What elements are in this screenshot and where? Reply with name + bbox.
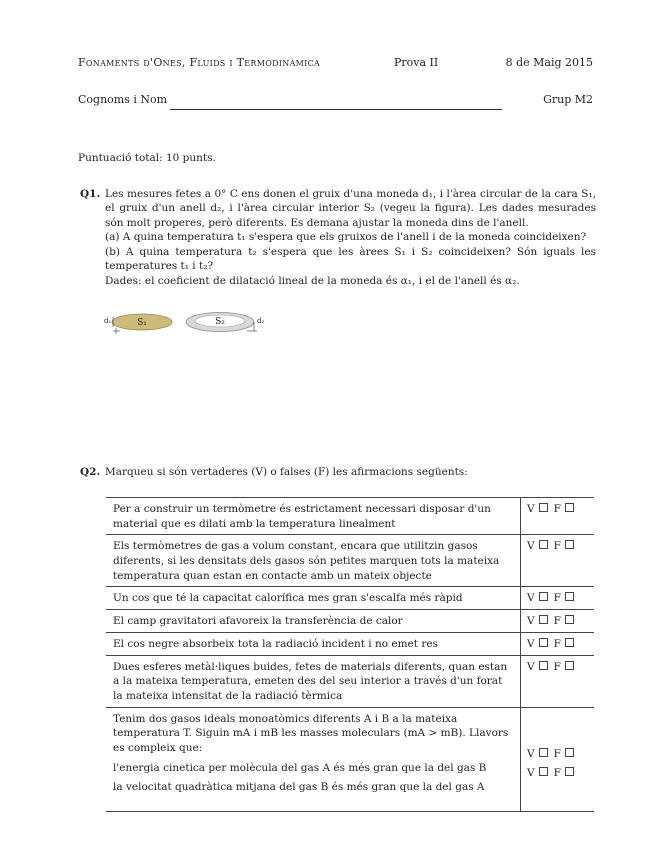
q1-data: Dades: el coeficient de dilatació lineal de la moneda és α₁, i el de l'anell és α₂. (105, 274, 520, 287)
ring-label: S₂ (215, 317, 225, 327)
group-label: Grup M2 (543, 93, 593, 106)
question-number: Q1. (80, 188, 101, 200)
false-checkbox[interactable] (565, 638, 574, 647)
table-row (106, 632, 594, 655)
answer-options: V F (521, 610, 595, 633)
false-checkbox[interactable] (565, 503, 574, 512)
q1-part-b: (b) A quina temperatura t₂ s'espera que les àrees S₁ i S₂ coincideixen? Són iguals les temperatures t₁ i t₂? (105, 245, 596, 273)
true-checkbox[interactable] (539, 638, 548, 647)
q1-part-a: (a) A quina temperatura t₁ s'espera que els gruixos de l'anell i de la moneda coincideixen? (105, 231, 587, 244)
coin-label: S₁ (137, 318, 147, 328)
false-checkbox[interactable] (565, 748, 574, 757)
exam-date: 8 de Maig 2015 (505, 56, 593, 69)
table-row (106, 498, 594, 535)
d1-label: d₁ (104, 317, 112, 325)
name-row (78, 92, 593, 112)
statement-text: Un cos que té la capacitat calorífica mes gran s'escalfa més ràpid (106, 587, 521, 610)
true-false-table (106, 497, 594, 812)
answer-options: V F (521, 498, 595, 535)
statement-text: Els termòmetres de gas a volum constant, encara que utilitzin gasos diferents, si les densitats dels gasos són petites marquen tots la mateixa temperatura quan estan en contacte amb un mateix objecte (106, 535, 521, 587)
answer-options: V F (521, 587, 595, 610)
gas-item-1: l'energia cinetica per molècula del gas A és més gran que la del gas B (113, 761, 487, 774)
answer-options: V F (521, 655, 595, 707)
q1-statement: Les mesures fetes a 0° C ens donen el gruix d'una moneda d₁, i l'àrea circular de la cara S₁, el gruix d'un anell d₂, i l'àrea circular interior S₂ (vegeu la figura). Les dades mesurades són molt properes, però diferents. Es demana ajustar la moneda dins de l'anell. (105, 188, 596, 229)
gas-item-2: la velocitat quadràtica mitjana del gas B és més gran que la del gas A (113, 781, 485, 794)
table-row (106, 587, 594, 610)
question-number: Q2. (80, 466, 101, 478)
true-checkbox[interactable] (539, 748, 548, 757)
gas-intro: Tenim dos gasos ideals monoatòmics diferents A i B a la mateixa temperatura T. Siguin mA i mB les masses moleculars (mA > mB). Llavors es compleix que: (113, 712, 509, 754)
true-checkbox[interactable] (539, 592, 548, 601)
false-checkbox[interactable] (565, 592, 574, 601)
gas-statement-block (106, 707, 521, 811)
answer-options: V F V F (521, 707, 595, 811)
table-row (106, 655, 594, 707)
exam-name: Prova II (394, 56, 439, 69)
true-checkbox[interactable] (539, 661, 548, 670)
false-checkbox[interactable] (565, 540, 574, 549)
table-row-gases (106, 707, 594, 811)
false-checkbox[interactable] (565, 661, 574, 670)
question-1 (78, 187, 596, 288)
table-row (106, 610, 594, 633)
true-checkbox[interactable] (539, 540, 548, 549)
q2-intro: Marqueu si són vertaderes (V) o falses (F) les afirmacions següents: (105, 466, 468, 478)
name-label: Cognoms i Nom (78, 93, 168, 106)
statement-text: El cos negre absorbeix tota la radiació incident i no emet res (106, 632, 521, 655)
statement-text: El camp gravitatori afavoreix la transferència de calor (106, 610, 521, 633)
question-2 (78, 465, 596, 479)
false-checkbox[interactable] (565, 767, 574, 776)
true-checkbox[interactable] (539, 615, 548, 624)
answer-options: V F (521, 632, 595, 655)
answer-options: V F (521, 535, 595, 587)
exam-header (78, 55, 593, 71)
coin-ring-figure (104, 309, 269, 339)
name-field-line[interactable] (170, 109, 502, 110)
true-checkbox[interactable] (539, 503, 548, 512)
statement-text: Dues esferes metàl·liques buides, fetes de materials diferents, quan estan a la mateixa temperatura, emeten des del seu interior a través d'un forat la mateixa intensitat de la radiació tèrmica (106, 655, 521, 707)
d2-label: d₂ (257, 317, 265, 325)
false-checkbox[interactable] (565, 615, 574, 624)
course-title: Fonaments d'Ones, Fluids i Termodinàmica (78, 56, 321, 69)
statement-text: Per a construir un termòmetre és estrictament necessari disposar d'un material que es dilati amb la temperatura linealment (106, 498, 521, 535)
total-points: Puntuació total: 10 punts. (78, 152, 216, 164)
true-checkbox[interactable] (539, 767, 548, 776)
table-row (106, 535, 594, 587)
